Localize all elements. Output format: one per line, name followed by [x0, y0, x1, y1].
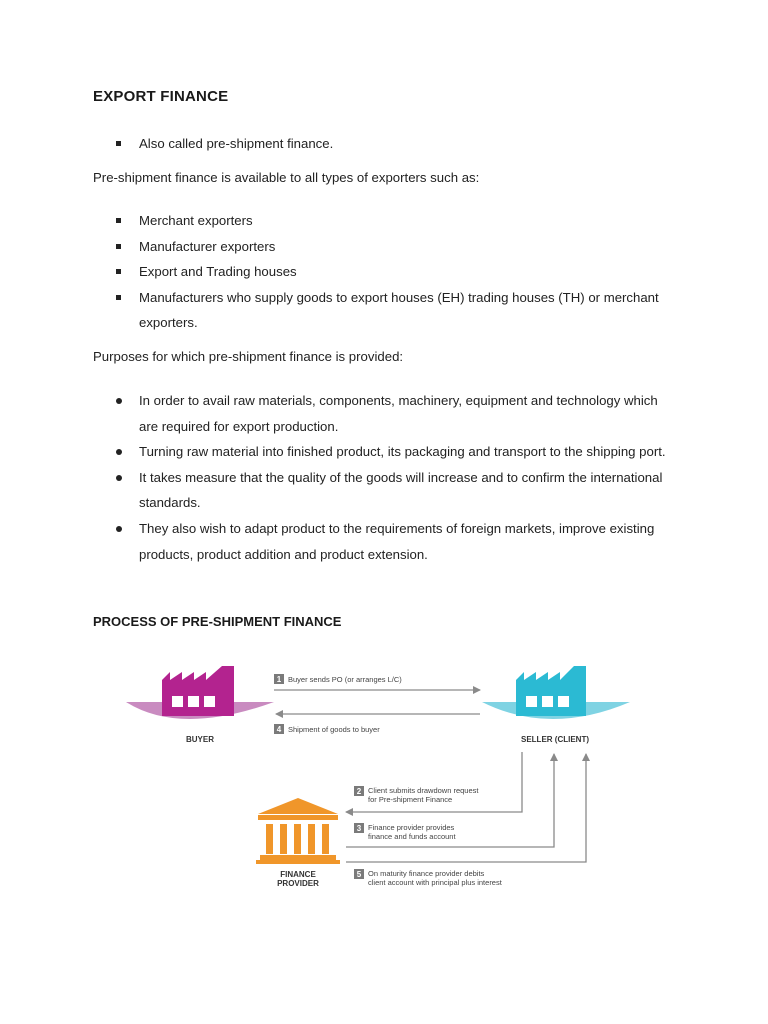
step-text: Client submits drawdown request [368, 786, 479, 795]
step-2 [346, 752, 522, 812]
bank-icon [256, 798, 340, 864]
step-4 [274, 714, 480, 734]
step-text: finance and funds account [368, 832, 456, 841]
seller-label: SELLER (CLIENT) [521, 735, 589, 744]
purposes-list [0, 388, 666, 567]
arrow-finance-debit-seller [346, 754, 586, 862]
seller-factory-icon [482, 666, 630, 719]
step-text: Buyer sends PO (or arranges L/C) [288, 675, 402, 684]
step-number: 3 [356, 824, 362, 833]
section-heading-process: PROCESS OF PRE-SHIPMENT FINANCE [93, 614, 342, 629]
process-diagram-svg [110, 650, 650, 908]
step-number: 4 [276, 725, 282, 734]
step-text: On maturity finance provider debits [368, 869, 485, 878]
buyer-factory-icon [126, 666, 274, 719]
list-item: Turning raw material into finished product, its packaging and transport to the shipping port. [0, 439, 600, 465]
list-item: Manufacturers who supply goods to export houses (EH) trading houses (TH) or merchant exporters. [0, 285, 600, 336]
exporters-intro-text: Pre-shipment finance is available to all types of exporters such as: [93, 170, 480, 185]
step-number: 2 [356, 787, 362, 796]
list-item: Export and Trading houses [0, 259, 600, 285]
purposes-intro-text: Purposes for which pre-shipment finance is provided: [93, 349, 404, 364]
step-text: for Pre-shipment Finance [368, 795, 453, 804]
step-5 [346, 754, 586, 887]
step-number: 1 [276, 675, 282, 684]
process-diagram [110, 650, 650, 908]
list-item: Manufacturer exporters [0, 234, 600, 260]
exporter-types-list [0, 208, 659, 336]
step-number: 5 [356, 870, 362, 879]
intro-bullet-list [0, 131, 600, 157]
step-text: client account with principal plus interest [368, 878, 502, 887]
step-1 [274, 674, 480, 690]
list-item: In order to avail raw materials, components, machinery, equipment and technology which are required for export production. [0, 388, 600, 439]
finance-label-line2: PROVIDER [277, 879, 319, 888]
finance-label-line1: FINANCE [280, 870, 316, 879]
list-item: Merchant exporters [0, 208, 600, 234]
list-item: It takes measure that the quality of the goods will increase and to confirm the international standards. [0, 465, 600, 516]
list-item: They also wish to adapt product to the requirements of foreign markets, improve existing products, product addition and product extension. [0, 516, 600, 567]
page-title: EXPORT FINANCE [93, 88, 229, 105]
step-text: Finance provider provides [368, 823, 455, 832]
buyer-label: BUYER [185, 735, 215, 744]
step-text: Shipment of goods to buyer [288, 725, 380, 734]
list-item: Also called pre-shipment finance. [0, 131, 600, 157]
